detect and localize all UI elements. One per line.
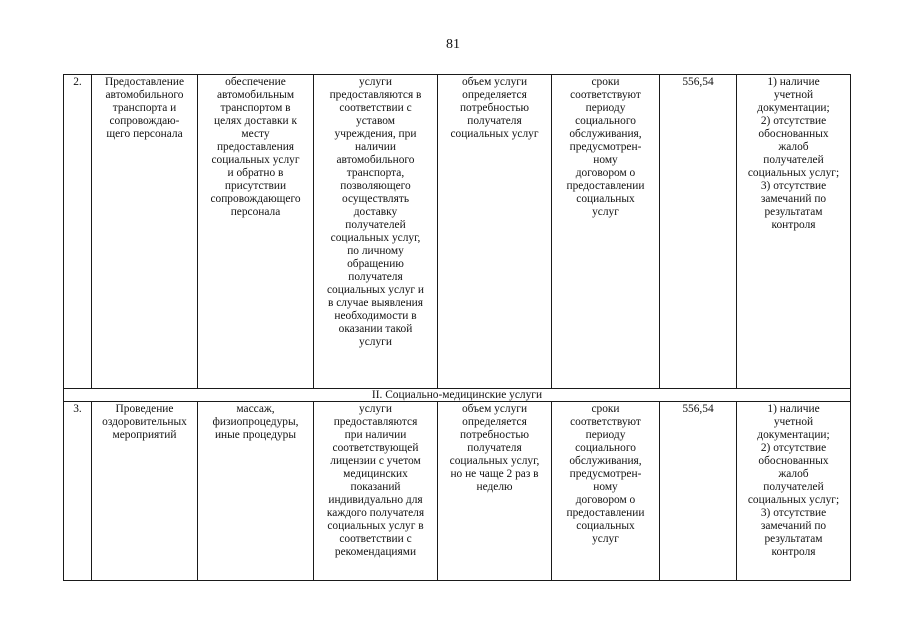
service-name-cell: Предоставление автомобильного транспорта и сопровождаю- щего персонала <box>92 75 198 389</box>
service-description-cell: обеспечение автомобильным транспортом в целях доставки к месту предоставления социальных услуг и обратно в присутствии сопровождающего персонала <box>198 75 314 389</box>
service-volume-cell: объем услуги определяется потребностью получателя социальных услуг, но не чаще 2 раз в неделю <box>438 402 552 581</box>
table-row <box>64 75 851 389</box>
service-conditions-cell: услуги предоставляются в соответствии с уставом учреждения, при наличии автомобильного транспорта, позволяющего осуществлять доставку получателей социальных услуг, по личному обращению получателя социальных услуг и в случае выявления необходимости в оказании такой услуги <box>314 75 438 389</box>
section-heading: II. Социально-медицинские услуги <box>64 389 851 402</box>
page-number: 81 <box>446 37 460 52</box>
table-row <box>64 402 851 581</box>
service-volume-cell: объем услуги определяется потребностью получателя социальных услуг <box>438 75 552 389</box>
service-price-cell: 556,54 <box>660 402 737 581</box>
service-description-cell: массаж, физиопроцедуры, иные процедуры <box>198 402 314 581</box>
service-terms-cell: сроки соответствуют периоду социального обслуживания, предусмотрен- ному договором о предоставлении социальных услуг <box>552 75 660 389</box>
row-number-cell: 2. <box>64 75 92 389</box>
service-terms-cell: сроки соответствуют периоду социального обслуживания, предусмотрен- ному договором о предоставлении социальных услуг <box>552 402 660 581</box>
service-price-cell: 556,54 <box>660 75 737 389</box>
services-table <box>63 74 851 581</box>
service-name-cell: Проведение оздоровительных мероприятий <box>92 402 198 581</box>
quality-criteria-cell: 1) наличие учетной документации; 2) отсутствие обоснованных жалоб получателей социальных услуг; 3) отсутствие замечаний по результатам контроля <box>737 75 851 389</box>
row-number-cell: 3. <box>64 402 92 581</box>
quality-criteria-cell: 1) наличие учетной документации; 2) отсутствие обоснованных жалоб получателей социальных услуг; 3) отсутствие замечаний по результатам контроля <box>737 402 851 581</box>
service-conditions-cell: услуги предоставляются при наличии соответствующей лицензии с учетом медицинских показаний индивидуально для каждого получателя социальных услуг в соответствии с рекомендациями <box>314 402 438 581</box>
section-heading-row <box>64 389 851 402</box>
